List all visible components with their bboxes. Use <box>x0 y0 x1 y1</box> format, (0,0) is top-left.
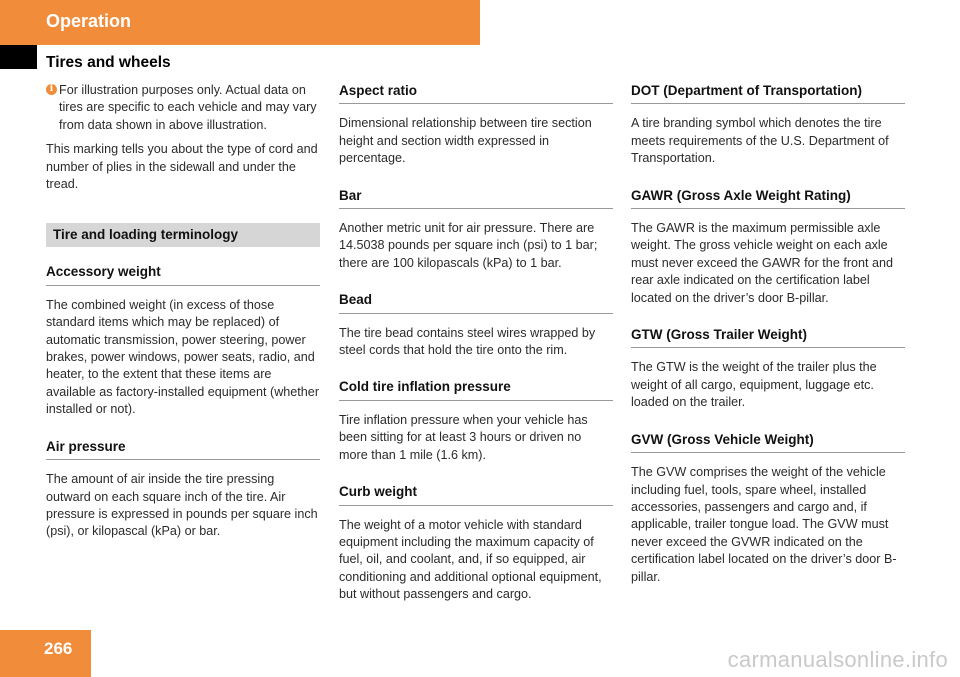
term-title-cold-tire-inflation-pressure: Cold tire inflation pressure <box>339 378 613 400</box>
column-1 <box>46 82 320 541</box>
term-text-aspect-ratio: Dimensional relationship between tire section height and section width expressed in percentage. <box>339 116 592 166</box>
term-text-gvw: The GVW comprises the weight of the vehicle including fuel, tools, spare wheel, installed accessories, passengers and cargo and, if applicable, trailer tongue load. The GVW must never exceed the GVWR indicated on the certification label located on the driver’s door B-pillar. <box>631 465 897 584</box>
term-title-accessory-weight: Accessory weight <box>46 263 320 285</box>
term-title-gtw: GTW (Gross Trailer Weight) <box>631 326 905 348</box>
watermark: carmanualsonline.info <box>727 647 948 672</box>
section-header-bar <box>0 0 480 45</box>
term-title-gvw: GVW (Gross Vehicle Weight) <box>631 431 905 453</box>
term-text-dot: A tire branding symbol which denotes the tire meets requirements of the U.S. Department of Transportation. <box>631 116 889 166</box>
term-text-gawr: The GAWR is the maximum permissible axle weight. The gross vehicle weight on each axle must never exceed the GAWR for the front and rear axle indicated on the certification label located on the driver’s door B-pillar. <box>631 221 894 305</box>
info-icon: i <box>46 84 57 95</box>
term-text-air-pressure: The amount of air inside the tire pressing outward on each square inch of the tire. Air pressure is expressed in pounds per square inch (psi), or kilopascal (kPa) or bar. <box>46 472 318 539</box>
section-title: Operation <box>46 11 132 31</box>
term-title-aspect-ratio: Aspect ratio <box>339 82 613 104</box>
illustration-note <box>46 82 320 134</box>
header-tab-marker <box>0 45 37 69</box>
page-number-box <box>0 630 91 677</box>
page-heading: Tires and wheels <box>46 54 171 71</box>
term-title-gawr: GAWR (Gross Axle Weight Rating) <box>631 187 905 209</box>
intro-paragraph: This marking tells you about the type of cord and number of plies in the sidewall and under the tread. <box>46 142 318 192</box>
term-title-curb-weight: Curb weight <box>339 483 613 505</box>
term-text-curb-weight: The weight of a motor vehicle with standard equipment including the maximum capacity of fuel, oil, and coolant, and, if so equipped, air conditioning and additional optional equipment, but without passengers and cargo. <box>339 517 602 602</box>
term-text-gtw: The GTW is the weight of the trailer plus the weight of all cargo, equipment, luggage etc. loaded on the trailer. <box>631 360 877 410</box>
term-title-air-pressure: Air pressure <box>46 438 320 460</box>
term-title-bead: Bead <box>339 291 613 313</box>
term-text-bar: Another metric unit for air pressure. There are 14.5038 pounds per square inch (psi) to 1 bar; there are 100 kilopascals (kPa) to 1 bar. <box>339 221 598 270</box>
note-text: For illustration purposes only. Actual data on tires are specific to each vehicle and may vary from data shown in above illustration. <box>59 83 317 132</box>
term-text-cold-tire-inflation-pressure: Tire inflation pressure when your vehicle has been sitting for at least 3 hours or driven no more than 1 mile (1.6 km). <box>339 412 588 462</box>
term-title-dot: DOT (Department of Transportation) <box>631 82 905 104</box>
column-2 <box>339 82 613 604</box>
term-text-accessory-weight: The combined weight (in excess of those standard items which may be replaced) of automatic transmission, power steering, power brakes, power windows, power seats, radio, and heater, to the extent that these items are available as factory-installed equipment (whether installed or not). <box>46 297 320 417</box>
page-number: 266 <box>44 639 73 658</box>
column-3 <box>631 82 905 586</box>
term-title-bar: Bar <box>339 187 613 209</box>
terminology-band: Tire and loading terminology <box>46 223 320 247</box>
term-text-bead: The tire bead contains steel wires wrapped by steel cords that hold the tire onto the rim. <box>339 325 596 358</box>
